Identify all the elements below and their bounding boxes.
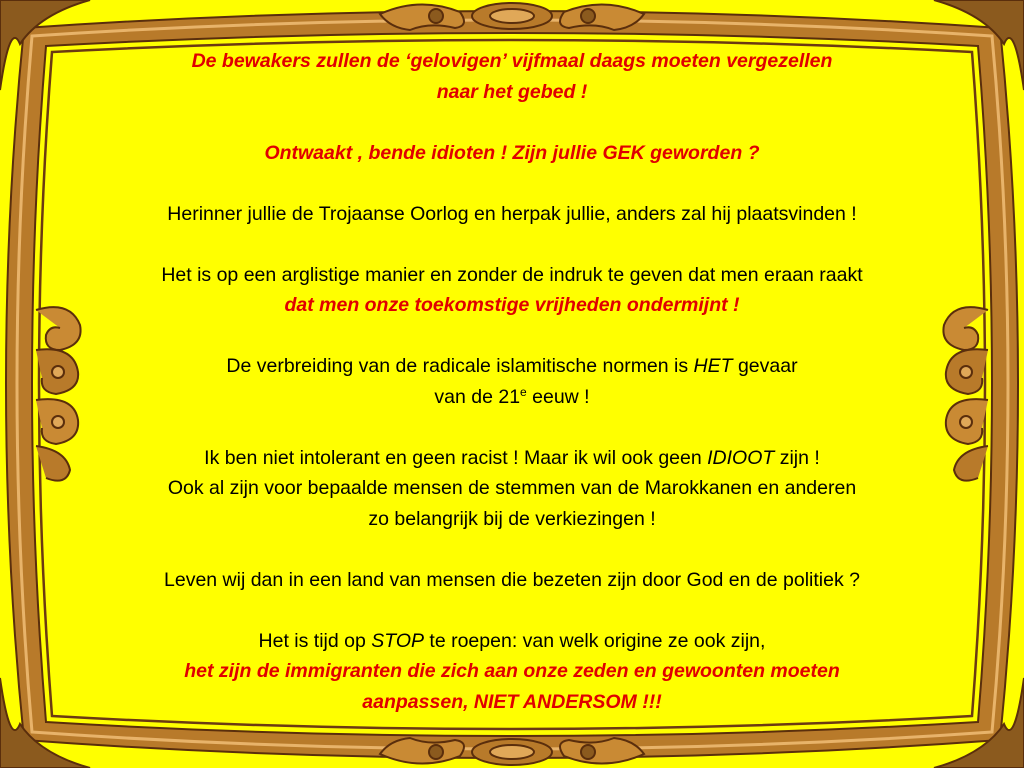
spacer [80,229,944,260]
main-text [80,46,944,717]
troy-line: Herinner jullie de Trojaanse Oorlog en herpak jullie, anders zal hij plaatsvinden ! [167,202,857,225]
spacer [80,168,944,199]
warning-line-1: De bewakers zullen de ‘gelovigen’ vijfmaal daags moeten vergezellen [191,50,833,72]
century-line: van de 21e eeuw ! [434,384,590,408]
immigrants-line: het zijn de immigranten die zich aan onze zeden en gewoonten moeten [184,660,840,682]
bottom-ornament [380,738,644,765]
votes-line: Ook al zijn voor bepaalde mensen de stemmen van de Marokkanen en anderen [167,477,857,499]
emphasis-het: HET [693,355,733,377]
emphasis-stop: STOP [371,629,424,652]
norms-line: De verbreiding van de radicale islamitische normen is HET gevaar [226,355,798,377]
spacer [80,595,944,626]
country-line: Leven wij dan in een land van mensen die bezeten zijn door God en de politiek ? [164,568,860,591]
elections-line: zo belangrijk bij de verkiezingen ! [368,507,656,530]
spacer [80,412,944,443]
cunning-line: Het is op een arglistige manier en zonder de indruk te geven dat men eraan raakt [161,263,863,286]
stop-line: Het is tijd op STOP te roepen: van welk origine ze ook zijn, [258,629,766,652]
right-scroll-ornament [943,307,988,481]
spacer [80,107,944,138]
freedoms-line: dat men onze toekomstige vrijheden ondermijnt ! [284,294,740,316]
not-otherwise-line: aanpassen, NIET ANDERSOM !!! [362,690,662,713]
intolerant-line: Ik ben niet intolerant en geen racist ! Maar ik wil ook geen IDIOOT zijn ! [204,446,820,469]
spacer [80,534,944,565]
spacer [80,321,944,352]
left-scroll-ornament [36,307,81,481]
warning-line-2: naar het gebed ! [436,80,588,103]
wake-up-line: Ontwaakt , bende idioten ! Zijn jullie GEK geworden ? [264,141,760,164]
emphasis-idioot: IDIOOT [707,446,775,469]
top-ornament [380,3,644,30]
